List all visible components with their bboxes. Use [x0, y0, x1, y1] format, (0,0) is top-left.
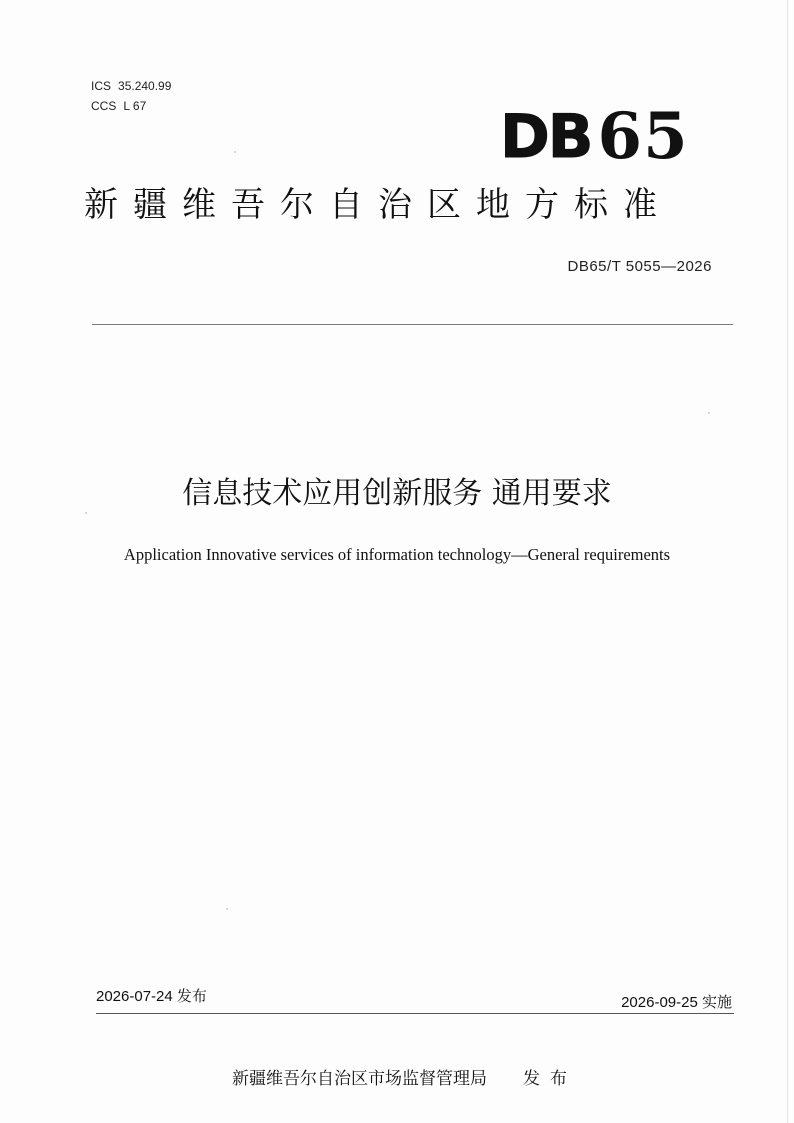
footer-divider [96, 1013, 734, 1014]
issuer-name: 新疆维吾尔自治区市场监督管理局 [232, 1069, 487, 1089]
implementation-date: 2026-09-25 实施 [621, 994, 732, 1011]
ics-value: 35.240.99 [118, 79, 172, 93]
issue-date: 2026-07-24 发布 [96, 988, 207, 1005]
ccs-value: L 67 [123, 99, 147, 113]
ics-code [91, 76, 171, 96]
issuer-action: 发布 [523, 1069, 577, 1089]
ccs-code [91, 96, 171, 116]
logo-code: 65 [597, 99, 689, 174]
classification-codes [91, 76, 171, 116]
scan-speck [234, 151, 236, 153]
scan-speck [85, 512, 87, 514]
document-title-english: Application Innovative services of information technology—General requirements [123, 545, 671, 564]
ics-label: ICS [91, 79, 112, 93]
logo-letters: DB [500, 102, 592, 172]
issuing-authority [232, 1064, 577, 1089]
db65-logo [500, 99, 689, 174]
standard-type-heading: 新疆维吾尔自治区地方标准 [84, 185, 672, 225]
header-divider [92, 324, 733, 325]
scan-speck [708, 412, 710, 414]
scan-speck [226, 908, 228, 910]
document-title-chinese: 信息技术应用创新服务 通用要求 [182, 476, 612, 511]
ccs-label: CCS [91, 99, 117, 113]
standard-number: DB65/T 5055—2026 [567, 258, 712, 275]
